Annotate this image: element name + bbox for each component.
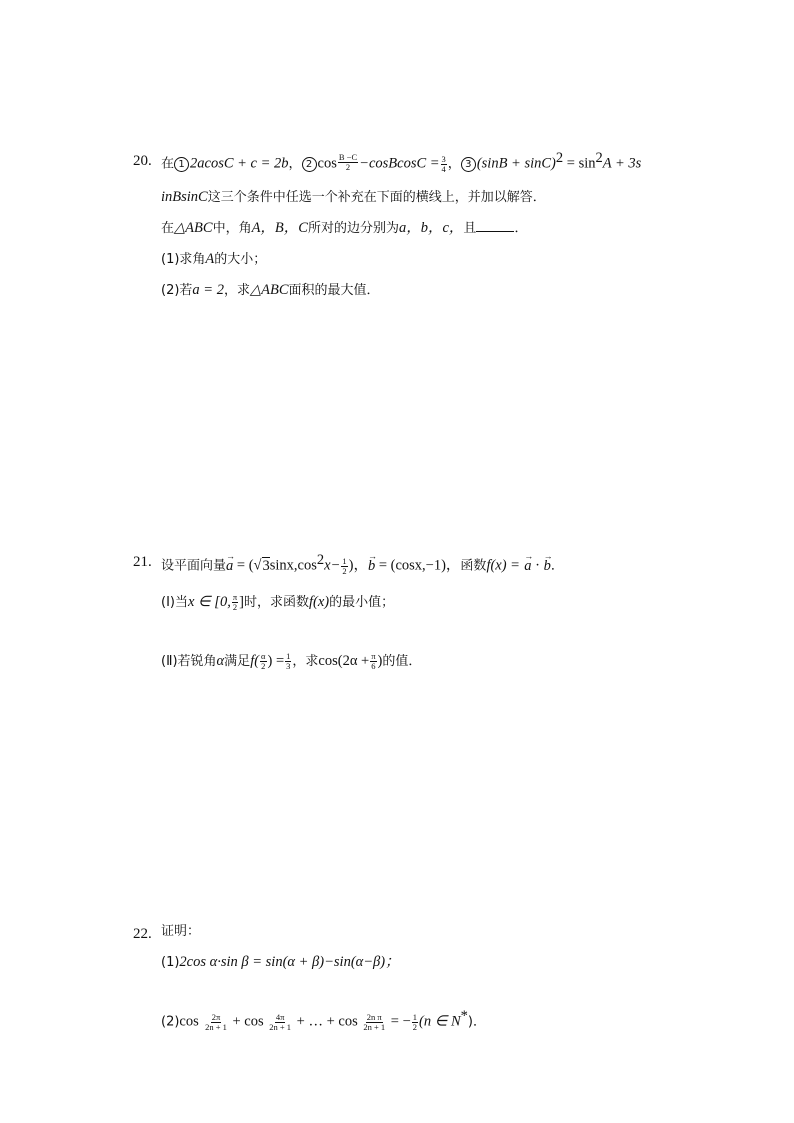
function-f: f(: [250, 653, 260, 669]
fraction-numerator: B −C: [338, 152, 358, 162]
question-21-part-1: [161, 593, 394, 612]
eq: = (: [233, 557, 254, 574]
question-20-number: 20.: [133, 153, 152, 169]
question-20-line-3: [161, 219, 527, 238]
condition-2-expr: −cosBcosC =: [359, 155, 440, 172]
part-label: (2): [161, 1014, 180, 1030]
question-20-part-1: [161, 250, 266, 269]
vector-a: → a: [524, 557, 531, 575]
part-text: 时，求函数: [243, 595, 309, 610]
part-text: 的大小；: [214, 252, 267, 267]
condition-3-expr: (sinB + sinC): [476, 155, 556, 172]
eq: ) =: [267, 653, 285, 669]
separator: ，: [447, 156, 461, 172]
fraction-b-minus-c-over-2: [338, 153, 358, 172]
part-text: 的最小值；: [329, 595, 395, 610]
q20-instruction: 这三个条件中任选一个补充在下面的横线上，并加以解答．: [207, 190, 546, 205]
plus-cos: + cos: [228, 1013, 268, 1030]
vector-b-def: = (cosx,−1)，: [375, 557, 461, 574]
condition-3-rest: = sin: [563, 155, 596, 172]
circled-2: 2: [302, 157, 317, 172]
cos-expr: cos(2α +: [318, 653, 370, 669]
fraction-3-over-4: [441, 155, 447, 174]
question-20-line-2: [161, 188, 546, 207]
part-label: (1): [161, 955, 180, 970]
question-20-part-2: [161, 281, 380, 300]
vector-a-comp: sinx,cos: [269, 557, 317, 574]
fraction-denominator: 2n + 1: [363, 1021, 386, 1032]
close: )，: [348, 557, 368, 574]
fraction-denominator: 3: [286, 661, 291, 671]
fraction-denominator: 2: [261, 661, 266, 671]
answer-blank: [476, 219, 514, 232]
fraction-numerator: 4π: [275, 1011, 285, 1022]
a-equals-2: a = 2: [192, 282, 224, 298]
question-22-part-2: [161, 1007, 486, 1032]
question-22-number: 22.: [133, 926, 152, 942]
part-label: (1)求角: [161, 252, 206, 267]
identity-expr: 2cos α·sin β = sin(α + β)−sin(α−β)；: [179, 954, 400, 970]
triangle-abc: △ABC: [249, 282, 289, 298]
separator: ，: [288, 156, 302, 172]
sqrt-3: 3: [262, 557, 270, 574]
fraction-4pi: [268, 1013, 292, 1032]
fraction-numerator: 2n π: [366, 1011, 382, 1022]
circled-1: 1: [174, 157, 189, 172]
triangle-abc: △ABC: [174, 220, 213, 236]
fraction-denominator: 2n + 1: [269, 1021, 292, 1032]
fraction-numerator: π: [232, 592, 238, 602]
eq: = −: [387, 1013, 411, 1030]
fraction-denominator: 6: [371, 661, 376, 671]
function-f: f(x): [308, 594, 330, 610]
ellipsis-cos: + … + cos: [293, 1013, 362, 1030]
part-label: (Ⅱ)若锐角: [161, 654, 217, 669]
q20-text: 且: [463, 221, 477, 236]
q22-title: 证明：: [161, 924, 201, 939]
condition-end: )．: [467, 1014, 486, 1030]
part-text: ，求: [292, 654, 319, 669]
part-label: (2)若: [161, 283, 193, 298]
fraction-denominator: 2n + 1: [205, 1021, 227, 1032]
fraction-denominator: 2: [412, 1021, 418, 1032]
q20-text: 在: [161, 221, 175, 236]
cos-text: cos: [317, 155, 337, 172]
var-a: A: [205, 251, 215, 267]
fraction-1-over-2: [341, 557, 347, 576]
question-22-part-1: [161, 953, 400, 972]
condition-3-cont: inBsinC: [161, 189, 208, 205]
q20-text-zai: 在: [161, 156, 175, 172]
fraction-2pi: [204, 1013, 228, 1032]
fraction-pi-over-2: [232, 593, 238, 612]
part-text: ，求: [223, 283, 250, 298]
vector-a-comp: x−: [324, 557, 341, 574]
circled-3: 3: [461, 157, 476, 172]
part-text: 的值．: [382, 654, 422, 669]
function-f: f(x) =: [486, 557, 520, 574]
fraction-denominator: 2: [342, 565, 347, 576]
question-22-title: [161, 922, 200, 941]
fraction-denominator: 2: [232, 602, 238, 612]
question-21-line-1: 设平面向量→ $a = (√3\sin x,\cos^2x-$ $\frac{1}{2}$ )，→ b = (cosx,−1)，函数f(x) = → a · → b．: [161, 551, 564, 576]
fraction-numerator: 1: [412, 1011, 418, 1022]
fraction-1-over-3: [285, 652, 291, 671]
fraction-numerator: α: [261, 651, 266, 661]
fraction-numerator: 1: [342, 555, 347, 566]
fraction-numerator: 1: [286, 651, 291, 661]
angle-vars: A，B，C: [251, 220, 308, 236]
condition-1: 2acosC + c = 2b: [190, 155, 289, 172]
close: ): [377, 653, 383, 669]
condition-3-tail: A + 3s: [602, 155, 642, 172]
q21-text: 函数: [460, 558, 487, 574]
part-text: 满足: [224, 654, 251, 669]
interval: x ∈ [0,: [187, 594, 231, 610]
q20-text: 中，角: [212, 221, 252, 236]
fraction-alpha-over-2: [260, 652, 266, 671]
cos-text: cos: [179, 1013, 199, 1030]
condition: (n ∈ N: [419, 1013, 461, 1030]
fraction-denominator: 2: [345, 162, 351, 172]
fraction-numerator: π: [371, 651, 376, 661]
fraction-denominator: 4: [441, 163, 446, 174]
q20-text: 所对的边分别为: [307, 221, 399, 236]
period: ．: [514, 221, 528, 236]
star: *: [460, 1008, 468, 1024]
dot: ·: [531, 557, 544, 574]
period: ．: [550, 558, 564, 574]
fraction-numerator: 2π: [211, 1011, 221, 1022]
side-vars: a，b，c，: [398, 220, 464, 236]
q21-text: 设平面向量: [161, 558, 227, 574]
fraction-1-over-2: [412, 1013, 418, 1032]
fraction-2n-pi: [362, 1013, 386, 1032]
part-label: (Ⅰ)当: [161, 595, 188, 610]
vector-a: → a: [226, 557, 233, 575]
question-21-part-2: [161, 652, 421, 671]
fraction-numerator: 3: [441, 153, 446, 164]
alpha: α: [216, 653, 225, 669]
question-21-number: 21.: [133, 554, 152, 570]
close: ]: [239, 594, 244, 610]
vector-b: → b: [368, 557, 375, 575]
question-20-line-1: 在 1 2acosC + c = 2b， 2 cos $^{\frac{B -C}{2}}$ −cosBcosC = $\frac{3}{4}$ ， 3 $(\sin B + \sin C)^2 = \sin^2A + 3s$: [161, 150, 642, 174]
part-text: 面积的最大值．: [288, 283, 380, 298]
vector-b: → b: [544, 557, 551, 575]
fraction-pi-over-6: [370, 652, 376, 671]
